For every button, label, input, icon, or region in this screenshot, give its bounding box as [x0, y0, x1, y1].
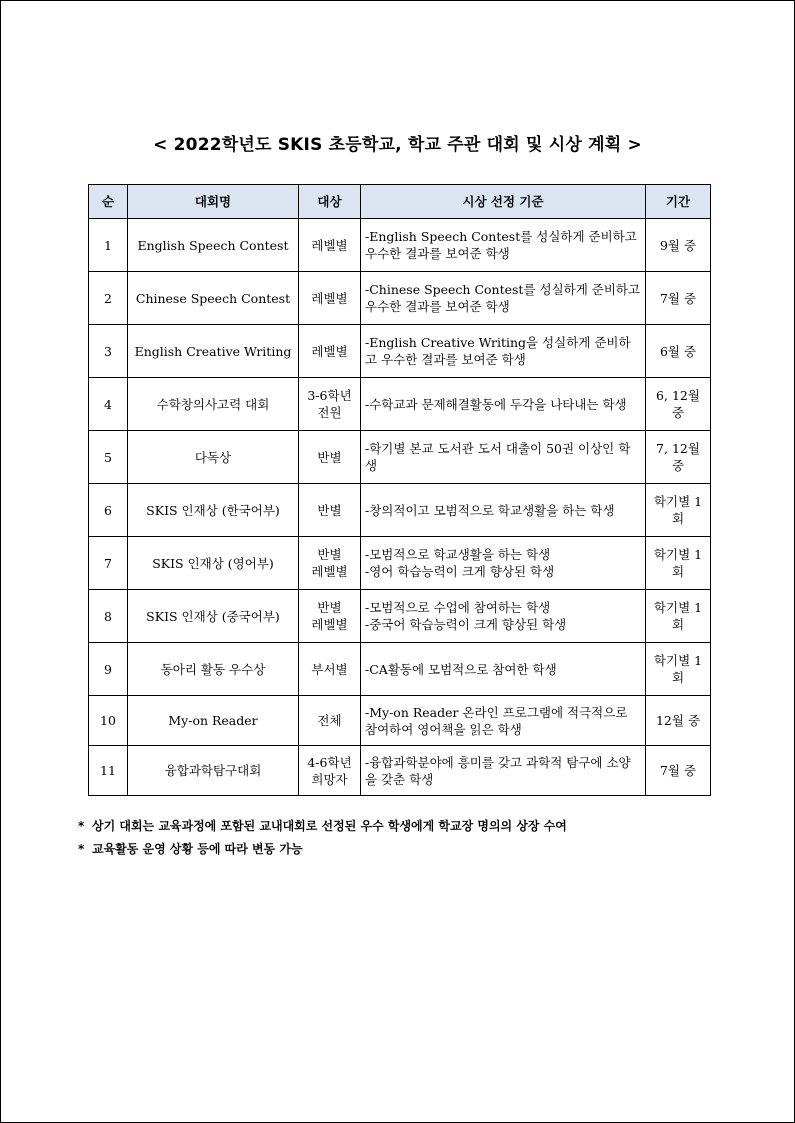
cell-no: 7 [89, 537, 128, 590]
cell-target: 반별 [299, 431, 361, 484]
cell-criteria: -Chinese Speech Contest를 성실하게 준비하고 우수한 결과를 보여준 학생 [361, 272, 646, 325]
cell-contest-name: SKIS 인재상 (한국어부) [128, 484, 299, 537]
cell-target: 전체 [299, 696, 361, 746]
cell-no: 6 [89, 484, 128, 537]
cell-target: 4-6학년 희망자 [299, 746, 361, 796]
note-item [78, 838, 758, 861]
cell-target: 반별 레벨별 [299, 537, 361, 590]
table-body [89, 219, 711, 796]
table-row [89, 746, 711, 796]
cell-no: 2 [89, 272, 128, 325]
cell-target: 부서별 [299, 643, 361, 696]
cell-no: 9 [89, 643, 128, 696]
header-no: 순 [89, 185, 128, 219]
table-row [89, 696, 711, 746]
page-title: < 2022학년도 SKIS 초등학교, 학교 주관 대회 및 시상 계획 > [153, 135, 642, 155]
note-item [78, 815, 758, 838]
cell-period: 9월 중 [646, 219, 711, 272]
cell-contest-name: English Creative Writing [128, 325, 299, 378]
cell-target: 레벨별 [299, 219, 361, 272]
cell-period: 7, 12월 중 [646, 431, 711, 484]
cell-no: 11 [89, 746, 128, 796]
cell-period: 학기별 1회 [646, 537, 711, 590]
header-period: 기간 [646, 185, 711, 219]
cell-no: 5 [89, 431, 128, 484]
cell-no: 3 [89, 325, 128, 378]
cell-criteria: -My-on Reader 온라인 프로그램에 적극적으로 참여하여 영어책을 읽은 학생 [361, 696, 646, 746]
cell-period: 7월 중 [646, 272, 711, 325]
cell-criteria: -CA활동에 모범적으로 참여한 학생 [361, 643, 646, 696]
table-row [89, 484, 711, 537]
cell-no: 1 [89, 219, 128, 272]
cell-no: 10 [89, 696, 128, 746]
cell-period: 6월 중 [646, 325, 711, 378]
cell-no: 4 [89, 378, 128, 431]
table-row [89, 219, 711, 272]
cell-period: 학기별 1회 [646, 484, 711, 537]
cell-period: 7월 중 [646, 746, 711, 796]
cell-criteria: -English Creative Writing을 성실하게 준비하고 우수한 결과를 보여준 학생 [361, 325, 646, 378]
note-bullet: * [78, 819, 85, 833]
header-contest-name: 대회명 [128, 185, 299, 219]
cell-criteria: -English Speech Contest를 성실하게 준비하고 우수한 결과를 보여준 학생 [361, 219, 646, 272]
cell-criteria: -창의적이고 모범적으로 학교생활을 하는 학생 [361, 484, 646, 537]
cell-contest-name: Chinese Speech Contest [128, 272, 299, 325]
cell-contest-name: 수학창의사고력 대회 [128, 378, 299, 431]
cell-criteria: -학기별 본교 도서관 도서 대출이 50권 이상인 학생 [361, 431, 646, 484]
cell-target: 레벨별 [299, 272, 361, 325]
header-target: 대상 [299, 185, 361, 219]
cell-criteria: -융합과학분야에 흥미를 갖고 과학적 탐구에 소양을 갖춘 학생 [361, 746, 646, 796]
cell-contest-name: English Speech Contest [128, 219, 299, 272]
cell-target: 레벨별 [299, 325, 361, 378]
notes [78, 815, 758, 861]
note-text: 상기 대회는 교육과정에 포함된 교내대회로 선정된 우수 학생에게 학교장 명의의 상장 수여 [92, 819, 567, 833]
table-row [89, 272, 711, 325]
cell-period: 12월 중 [646, 696, 711, 746]
cell-target: 3-6학년 전원 [299, 378, 361, 431]
note-text: 교육활동 운영 상황 등에 따라 변동 가능 [92, 842, 303, 856]
header-criteria: 시상 선정 기준 [361, 185, 646, 219]
cell-no: 8 [89, 590, 128, 643]
table-row [89, 325, 711, 378]
table-row [89, 590, 711, 643]
cell-contest-name: 동아리 활동 우수상 [128, 643, 299, 696]
cell-contest-name: 다독상 [128, 431, 299, 484]
cell-contest-name: 융합과학탐구대회 [128, 746, 299, 796]
table-row [89, 431, 711, 484]
table-header-row [89, 185, 711, 219]
table-row [89, 643, 711, 696]
cell-target: 반별 레벨별 [299, 590, 361, 643]
cell-period: 학기별 1회 [646, 643, 711, 696]
cell-contest-name: SKIS 인재상 (영어부) [128, 537, 299, 590]
table-row [89, 537, 711, 590]
table-row [89, 378, 711, 431]
cell-contest-name: My-on Reader [128, 696, 299, 746]
note-bullet: * [78, 842, 85, 856]
award-plan-table [88, 184, 711, 796]
cell-criteria: -수학교과 문제해결활동에 두각을 나타내는 학생 [361, 378, 646, 431]
cell-target: 반별 [299, 484, 361, 537]
cell-criteria: -모범적으로 수업에 참여하는 학생 -중국어 학습능력이 크게 향상된 학생 [361, 590, 646, 643]
cell-period: 6, 12월 중 [646, 378, 711, 431]
cell-criteria: -모범적으로 학교생활을 하는 학생 -영어 학습능력이 크게 향상된 학생 [361, 537, 646, 590]
cell-contest-name: SKIS 인재상 (중국어부) [128, 590, 299, 643]
cell-period: 학기별 1회 [646, 590, 711, 643]
